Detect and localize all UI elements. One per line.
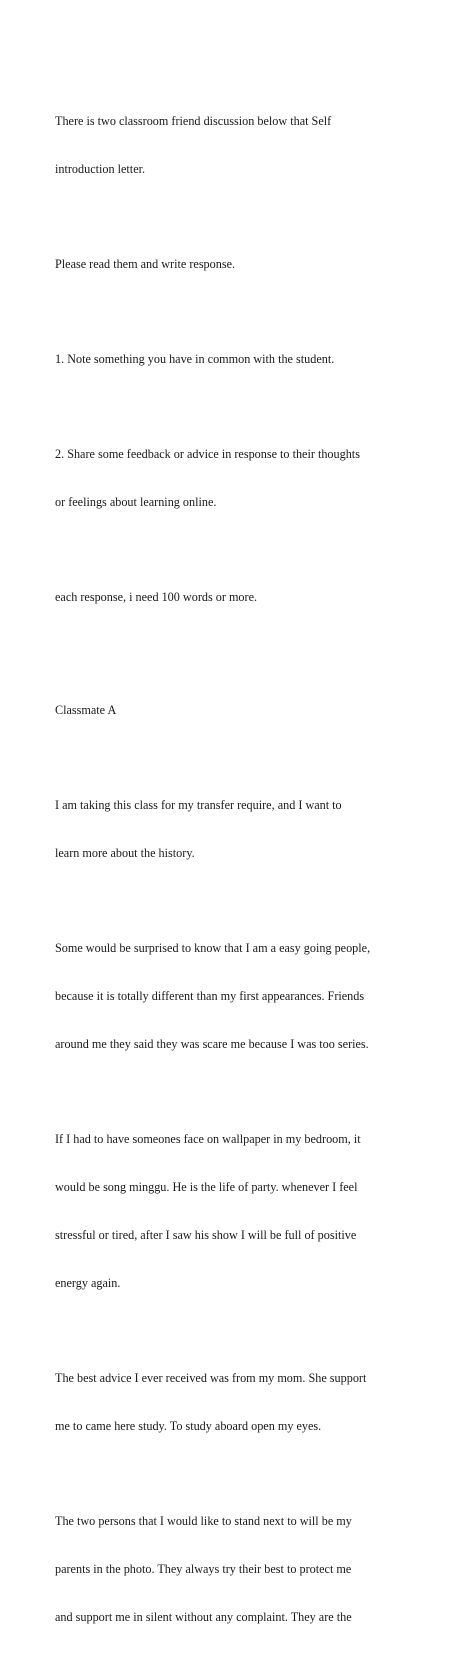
text-line: stressful or tired, after I saw his show I will be full of positive <box>55 1228 357 1242</box>
body-paragraph-1 <box>55 765 400 893</box>
text-line: because it is totally different than my first appearances. Friends <box>55 989 365 1003</box>
text-line: energy again. <box>55 1276 121 1290</box>
text-line: parents in the photo. They always try their best to protect me <box>55 1562 352 1576</box>
intro-paragraph-1 <box>55 81 400 209</box>
body-paragraph-5 <box>55 1481 400 1657</box>
text-line: If I had to have someones face on wallpaper in my bedroom, it <box>55 1132 361 1146</box>
text-line: I am taking this class for my transfer require, and I want to <box>55 798 342 812</box>
text-line: The two persons that I would like to stand next to will be my <box>55 1514 352 1528</box>
body-paragraph-3 <box>55 1099 400 1323</box>
intro-paragraph-2 <box>55 224 400 304</box>
section-heading <box>55 670 400 750</box>
text-line: introduction letter. <box>55 162 146 176</box>
text-line: learn more about the history. <box>55 846 195 860</box>
text-line: and support me in silent without any complaint. They are the <box>55 1610 352 1624</box>
text-line: 1. Note something you have in common with the student. <box>55 352 335 366</box>
text-line: The best advice I ever received was from my mom. She support <box>55 1371 367 1385</box>
intro-paragraph-4 <box>55 414 400 542</box>
text-line: would be song minggu. He is the life of party. whenever I feel <box>55 1180 358 1194</box>
intro-paragraph-5 <box>55 557 400 637</box>
text-line: Please read them and write response. <box>55 257 236 271</box>
text-line: There is two classroom friend discussion below that Self <box>55 114 332 128</box>
text-line: Some would be surprised to know that I am a easy going people, <box>55 941 371 955</box>
text-line: 2. Share some feedback or advice in response to their thoughts <box>55 447 360 461</box>
text-line: or feelings about learning online. <box>55 495 217 509</box>
heading-text: Classmate A <box>55 703 117 717</box>
text-line: around me they said they was scare me because I was too series. <box>55 1037 369 1051</box>
intro-paragraph-3 <box>55 319 400 399</box>
document-text <box>55 81 400 1672</box>
body-paragraph-2 <box>55 908 400 1084</box>
body-paragraph-4 <box>55 1338 400 1466</box>
text-line: me to came here study. To study aboard open my eyes. <box>55 1419 322 1433</box>
text-line: each response, i need 100 words or more. <box>55 590 258 604</box>
